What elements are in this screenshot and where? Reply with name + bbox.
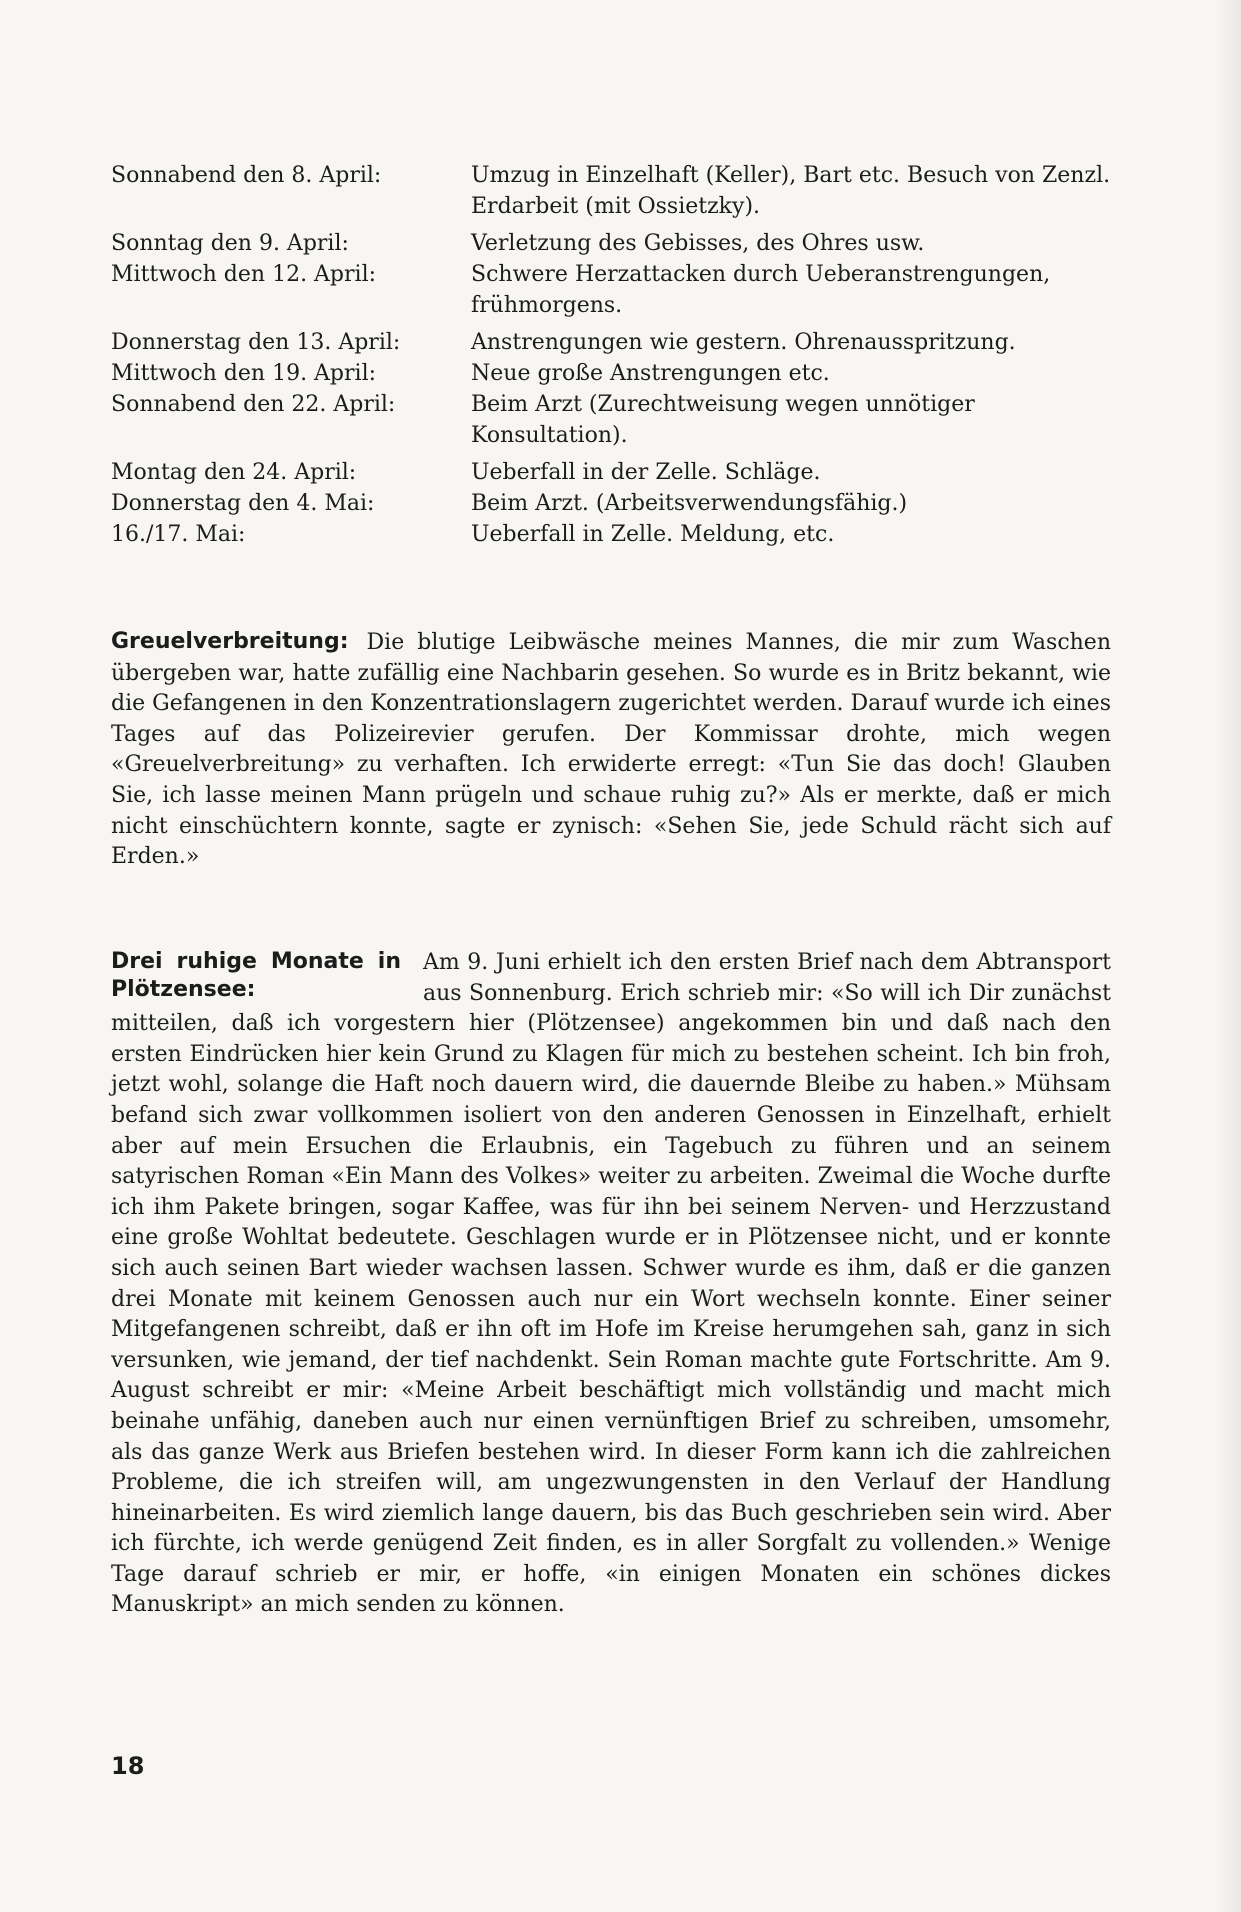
section-text: Die blutige Leibwäsche meines Mannes, die mir zum Waschen übergeben war, hatte zufällig eine Nachbarin gesehen. So wurde es in Britz bekannt, wie die Gefangenen in den Konzentrationslagern zugerichtet werden. Darauf wurde ich eines Tages auf das Polizeirevier gerufen. Der Kommissar drohte, mich wegen «Greuelverbreitung» zu verhaften. Ich erwiderte erregt: «Tun Sie das doch! Glauben Sie, ich lasse meinen Mann prügeln und schaue ruhig zu?» Als er merkte, daß er mich nicht einschüchtern konnte, sagte er zynisch: «Sehen Sie, jede Schuld rächt sich auf Erden.» bbox=[111, 630, 1111, 870]
chronology-table bbox=[111, 160, 1121, 550]
chronology-row bbox=[111, 327, 1121, 358]
chronology-date: Sonntag den 9. April: bbox=[111, 231, 349, 256]
section-paragraph bbox=[111, 628, 1111, 873]
chronology-date: Sonnabend den 22. April: bbox=[111, 392, 396, 417]
chronology-row bbox=[111, 259, 1121, 321]
chronology-row bbox=[111, 228, 1121, 259]
section-ploetzensee bbox=[111, 948, 1111, 1621]
chronology-event: Neue große Anstrengungen etc. bbox=[471, 361, 830, 386]
chronology-event: Verletzung des Gebisses, des Ohres usw. bbox=[471, 231, 925, 256]
scan-edge-shadow bbox=[1215, 0, 1241, 1912]
chronology-date: Sonnabend den 8. April: bbox=[111, 163, 382, 188]
chronology-row bbox=[111, 358, 1121, 389]
chronology-event: Anstrengungen wie gestern. Ohrenausspritzung. bbox=[471, 330, 1016, 355]
chronology-date: Mittwoch den 19. April: bbox=[111, 361, 377, 386]
section-heading: Drei ruhige Monate in Plötzensee: bbox=[111, 949, 401, 1002]
chronology-event: Beim Arzt (Zurechtweisung wegen unnötiger Konsultation). bbox=[471, 392, 975, 448]
chronology-date: Donnerstag den 4. Mai: bbox=[111, 491, 375, 516]
chronology-date: Donnerstag den 13. April: bbox=[111, 330, 401, 355]
chronology-row bbox=[111, 488, 1121, 519]
chronology-date: Montag den 24. April: bbox=[111, 460, 357, 485]
chronology-date: 16./17. Mai: bbox=[111, 522, 246, 547]
chronology-row bbox=[111, 519, 1121, 550]
chronology-row bbox=[111, 389, 1121, 451]
section-heading: Greuelverbreitung: bbox=[111, 629, 349, 654]
chronology-event: Schwere Herzattacken durch Ueberanstrengungen, frühmorgens. bbox=[471, 262, 1051, 318]
section-paragraph bbox=[111, 948, 1111, 1621]
chronology-event: Umzug in Einzelhaft (Keller), Bart etc. Besuch von Zenzl. Erdarbeit (mit Ossietzky). bbox=[471, 163, 1111, 219]
chronology-row bbox=[111, 160, 1121, 222]
chronology-event: Beim Arzt. (Arbeitsverwendungsfähig.) bbox=[471, 491, 908, 516]
section-text: Am 9. Juni erhielt ich den ersten Brief nach dem Abtransport aus Sonnenburg. Erich schrieb mir: «So will ich Dir zunächst mitteilen, daß ich vorgestern hier (Plötzensee) angekommen bin und daß nach den ersten Eindrücken hier kein Grund zu Klagen für mich zu bestehen scheint. Ich bin froh, jetzt wohl, solange die Haft noch dauern wird, die dauernde Bleibe zu haben.» Mühsam befand sich zwar vollkommen isoliert von den anderen Genossen in Einzelhaft, erhielt aber auf mein Ersuchen die Erlaubnis, ein Tagebuch zu führen und an seinem satyrischen Roman «Ein Mann des Volkes» weiter zu arbeiten. Zweimal die Woche durfte ich ihm Pakete bringen, sogar Kaffee, was für ihn bei seinem Nerven- und Herzzustand eine große Wohltat bedeutete. Geschlagen wurde er in Plötzensee nicht, und er konnte sich auch seinen Bart wieder wachsen lassen. Schwer wurde es ihm, daß er die ganzen drei Monate mit keinem Genossen auch nur ein Wort wechseln konnte. Einer seiner Mitgefangenen schreibt, daß er ihn oft im Hofe im Kreise herumgehen sah, ganz in sich versunken, wie jemand, der tief nachdenkt. Sein Roman machte gute Fortschritte. Am 9. August schreibt er mir: «Meine Arbeit beschäftigt mich vollständig und macht mich beinahe unfähig, daneben auch nur einen vernünftigen Brief zu schreiben, umsomehr, als das ganze Werk aus Briefen bestehen wird. In dieser Form kann ich die zahlreichen Probleme, die ich streifen will, am ungezwungensten in den Verlauf der Handlung hineinarbeiten. Es wird ziemlich lange dauern, bis das Buch geschrieben sein wird. Aber ich fürchte, ich werde genügend Zeit finden, es in aller Sorgfalt zu vollenden.» Wenige Tage darauf schrieb er mir, er hoffe, «in einigen Monaten ein schönes dickes Manuskript» an mich senden zu können. bbox=[111, 950, 1111, 1618]
page-number: 18 bbox=[111, 1752, 145, 1780]
chronology-row bbox=[111, 457, 1121, 488]
section-greuelverbreitung bbox=[111, 628, 1111, 873]
chronology-event: Ueberfall in Zelle. Meldung, etc. bbox=[471, 522, 835, 547]
chronology-date: Mittwoch den 12. April: bbox=[111, 262, 377, 287]
chronology-event: Ueberfall in der Zelle. Schläge. bbox=[471, 460, 821, 485]
